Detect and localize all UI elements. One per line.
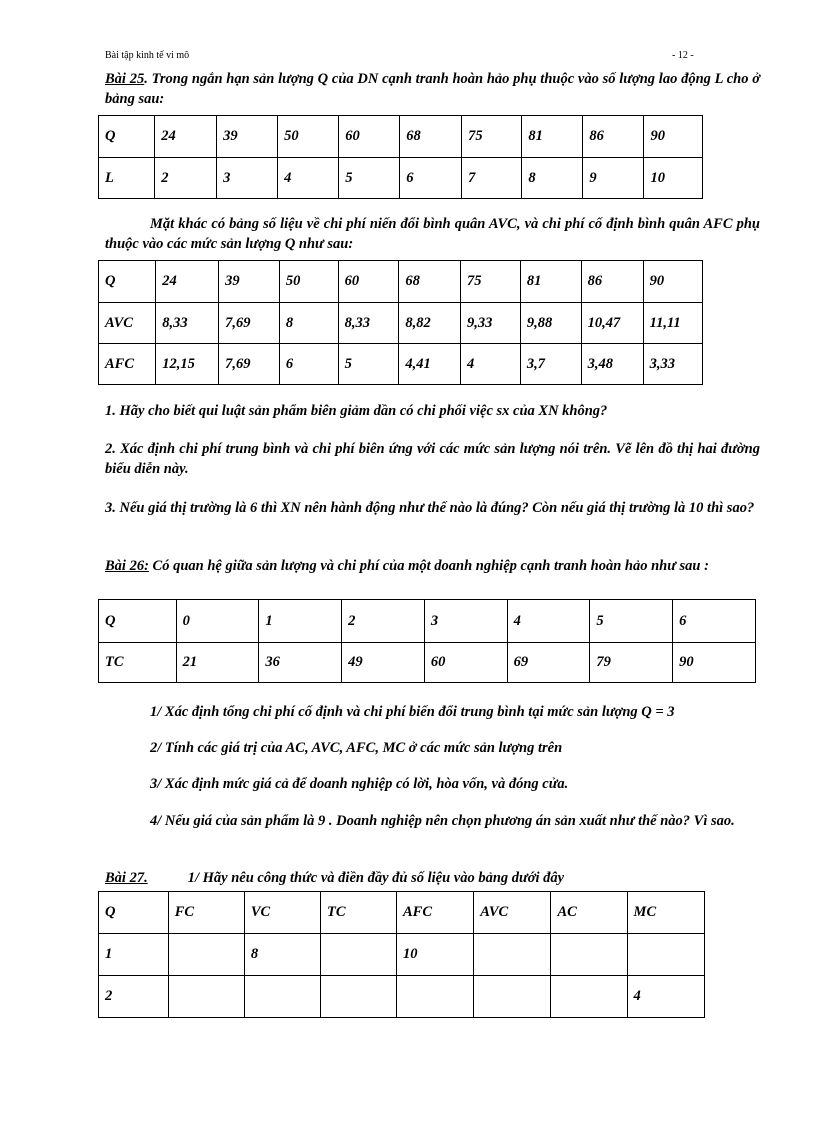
table-cell: 86 [583,116,644,158]
bai25-intro [105,70,760,109]
table-cell [551,976,627,1018]
table-cell: AC [551,892,627,934]
table-cell: FC [168,892,244,934]
bai26-q-tc-table [98,599,756,683]
table-cell [168,934,244,976]
table-cell: 39 [219,261,280,303]
bai27-heading [105,870,564,887]
bai26-question-3: 3/ Xác định mức giá cả để doanh nghiệp có lời, hòa vốn, và đóng cửa. [150,776,569,792]
table-cell: AFC [397,892,474,934]
table-cell: 90 [673,643,756,683]
table-cell [551,934,627,976]
table-cell [320,976,396,1018]
table-cell: 81 [522,116,583,158]
bai26-question-1: 1/ Xác định tổng chi phí cố định và chi phí biến đổi trung bình tại mức sản lượng Q = 3 [150,704,675,720]
table-cell: Q [99,261,156,303]
table-cell: 10 [397,934,474,976]
bai25-intro-text: . Trong ngắn hạn sản lượng Q của DN cạnh tranh hoàn hảo phụ thuộc vào số lượng lao động L cho ở bảng sau: [105,71,761,107]
table-cell: 90 [643,261,702,303]
table-cell: 90 [644,116,703,158]
table-cell: 8,33 [156,303,219,344]
table-cell: 24 [155,116,217,158]
table-cell [474,934,551,976]
table-cell: 4 [627,976,704,1018]
table-cell: 3 [217,158,278,199]
table-cell: 50 [279,261,338,303]
table-cell: 9,88 [520,303,581,344]
table-cell: 6 [279,344,338,385]
table-cell: 4 [460,344,520,385]
table-cell: 60 [339,116,400,158]
table-cell: 2 [99,976,169,1018]
table-cell: 8 [279,303,338,344]
table-cell: 9,33 [460,303,520,344]
table-cell: TC [99,643,177,683]
table-cell: 3,7 [520,344,581,385]
table-cell: 60 [424,643,507,683]
bai26-intro [105,557,760,577]
table-cell: 8 [522,158,583,199]
table-cell: 8 [244,934,320,976]
table-row [99,261,703,303]
table-cell: 49 [342,643,425,683]
table-cell: 9 [583,158,644,199]
table-cell: Q [99,600,177,643]
table-cell [397,976,474,1018]
table-cell: 6 [400,158,462,199]
table-cell: 8,82 [399,303,461,344]
bai26-label: Bài 26: [105,558,149,574]
table-row [99,976,705,1018]
page-number: - 12 - [672,50,694,61]
table-cell: 86 [581,261,643,303]
table-cell: 75 [460,261,520,303]
table-row [99,892,705,934]
table-cell: 1 [259,600,342,643]
table-cell: 11,11 [643,303,702,344]
table-row [99,158,703,199]
table-cell: 2 [155,158,217,199]
bai25-avc-afc-table [98,260,703,385]
table-cell: 5 [339,158,400,199]
table-row [99,643,756,683]
table-cell: 24 [156,261,219,303]
bai27-task: 1/ Hãy nêu công thức và điền đầy đủ số liệu vào bảng dưới đây [187,870,565,886]
table-row [99,600,756,643]
table-cell: MC [627,892,704,934]
table-cell [474,976,551,1018]
table-cell: 60 [338,261,399,303]
table-cell: 5 [590,600,673,643]
bai25-label: Bài 25 [105,71,145,87]
table-cell: 7 [462,158,522,199]
bai25-question-3: 3. Nếu giá thị trường là 6 thì XN nên hành động như thế nào là đúng? Còn nếu giá thị trường là 10 thì sao? [105,500,755,516]
bai25-question-2: 2. Xác định chi phí trung bình và chi phí biên ứng với các mức sản lượng nói trên. Vẽ lên đồ thị hai đường biểu diễn này. [105,441,760,477]
table-cell: 68 [400,116,462,158]
table-cell: L [99,158,155,199]
bai27-label: Bài 27. [105,870,148,886]
table-cell: 68 [399,261,461,303]
table-cell: 1 [99,934,169,976]
bai25-q-l-table [98,115,703,199]
table-cell: 5 [338,344,399,385]
table-cell: AVC [474,892,551,934]
table-cell: 75 [462,116,522,158]
bai26-question-4: 4/ Nếu giá của sản phẩm là 9 . Doanh nghiệp nên chọn phương án sản xuất như thế nào? Vì sao. [150,813,735,829]
bai27-cost-table [98,891,705,1018]
table-cell: 7,69 [219,303,280,344]
table-row [99,116,703,158]
table-cell: 69 [507,643,590,683]
table-cell: 39 [217,116,278,158]
table-cell: AFC [99,344,156,385]
table-row [99,934,705,976]
table-cell: 81 [520,261,581,303]
bai26-intro-text: Có quan hệ giữa sản lượng và chi phí của một doanh nghiệp cạnh tranh hoàn hảo như sau : [148,558,709,574]
bai25-question-1: 1. Hãy cho biết qui luật sản phẩm biên giảm dần có chi phối việc sx của XN không? [105,403,608,419]
table-cell: 79 [590,643,673,683]
table-cell: 36 [259,643,342,683]
table-cell: 10,47 [581,303,643,344]
table-cell [320,934,396,976]
table-cell: 3,48 [581,344,643,385]
table-cell [244,976,320,1018]
table-cell: AVC [99,303,156,344]
table-cell: VC [244,892,320,934]
header-title: Bài tập kinh tế vi mô [105,50,190,61]
table-cell: 7,69 [219,344,280,385]
table-cell: Q [99,892,169,934]
table-cell: 0 [176,600,259,643]
table-cell [168,976,244,1018]
table-cell: 12,15 [156,344,219,385]
table-row [99,303,703,344]
table-cell: 8,33 [338,303,399,344]
table-cell: 21 [176,643,259,683]
table-cell: 4 [507,600,590,643]
table-row [99,344,703,385]
table-cell: 4 [278,158,339,199]
table-cell: 3 [424,600,507,643]
table-cell: TC [320,892,396,934]
table-cell: Q [99,116,155,158]
table-cell: 10 [644,158,703,199]
table-cell: 2 [342,600,425,643]
table-cell: 6 [673,600,756,643]
table-cell: 50 [278,116,339,158]
table-cell: 4,41 [399,344,461,385]
table-cell [627,934,704,976]
bai26-question-2: 2/ Tính các giá trị của AC, AVC, AFC, MC ở các mức sản lượng trên [150,740,563,756]
table-cell: 3,33 [643,344,702,385]
bai25-para2: Mặt khác có bảng số liệu về chi phí niến đổi bình quân AVC, và chi phí cố định bình quân AFC phụ thuộc vào các mức sản lượng Q như sau: [105,216,760,252]
